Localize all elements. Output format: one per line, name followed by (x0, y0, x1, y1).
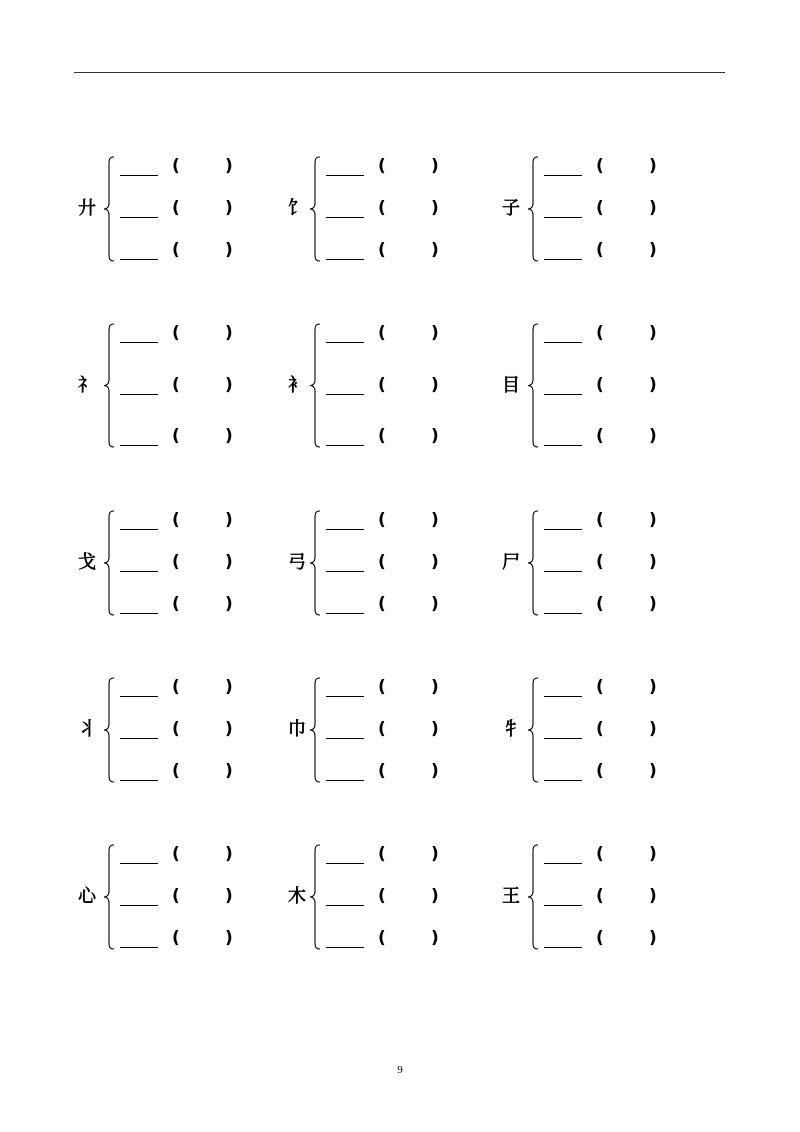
open-parenthesis: ( (596, 677, 604, 697)
radical-group (500, 669, 690, 787)
radical-group (282, 502, 472, 620)
open-parenthesis: ( (172, 552, 180, 572)
open-parenthesis: ( (172, 844, 180, 864)
close-parenthesis: ) (649, 719, 657, 739)
close-parenthesis: ) (649, 198, 657, 218)
close-parenthesis: ) (431, 844, 439, 864)
open-parenthesis: ( (378, 156, 386, 176)
open-parenthesis: ( (596, 323, 604, 343)
open-parenthesis: ( (596, 375, 604, 395)
open-parenthesis: ( (378, 323, 386, 343)
answer-row (544, 377, 684, 397)
close-parenthesis: ) (431, 198, 439, 218)
open-parenthesis: ( (596, 240, 604, 260)
fill-in-blank[interactable] (544, 905, 582, 906)
close-parenthesis: ) (649, 886, 657, 906)
fill-in-blank[interactable] (326, 445, 364, 446)
close-parenthesis: ) (649, 510, 657, 530)
fill-in-blank[interactable] (120, 696, 158, 697)
radical-character: 礻 (78, 374, 96, 396)
fill-in-blank[interactable] (326, 394, 364, 395)
answer-row (544, 846, 684, 866)
answer-row (120, 377, 260, 397)
curly-brace (308, 323, 322, 448)
open-parenthesis: ( (596, 156, 604, 176)
curly-brace (526, 156, 540, 262)
fill-in-blank[interactable] (120, 738, 158, 739)
fill-in-blank[interactable] (544, 342, 582, 343)
open-parenthesis: ( (378, 510, 386, 530)
radical-character: 丬 (78, 719, 96, 740)
close-parenthesis: ) (225, 240, 233, 260)
radical-group (282, 669, 472, 787)
fill-in-blank[interactable] (326, 905, 364, 906)
fill-in-blank[interactable] (544, 947, 582, 948)
fill-in-blank[interactable] (120, 175, 158, 176)
close-parenthesis: ) (649, 594, 657, 614)
open-parenthesis: ( (596, 426, 604, 446)
radical-group (76, 148, 266, 266)
answer-row (544, 158, 684, 178)
answer-row (120, 679, 260, 699)
radical-character: 弓 (288, 552, 306, 573)
answer-row (326, 888, 466, 908)
curly-brace (102, 323, 116, 448)
curly-brace (308, 510, 322, 616)
fill-in-blank[interactable] (326, 571, 364, 572)
answer-row (120, 428, 260, 448)
open-parenthesis: ( (172, 198, 180, 218)
answer-row (544, 200, 684, 220)
fill-in-blank[interactable] (120, 394, 158, 395)
fill-in-blank[interactable] (120, 529, 158, 530)
close-parenthesis: ) (431, 928, 439, 948)
close-parenthesis: ) (649, 426, 657, 446)
answer-row (120, 763, 260, 783)
answer-row (326, 377, 466, 397)
open-parenthesis: ( (596, 552, 604, 572)
answer-row (544, 325, 684, 345)
fill-in-blank[interactable] (326, 780, 364, 781)
open-parenthesis: ( (378, 928, 386, 948)
fill-in-blank[interactable] (326, 217, 364, 218)
fill-in-blank[interactable] (326, 529, 364, 530)
curly-brace (308, 156, 322, 262)
fill-in-blank[interactable] (544, 175, 582, 176)
fill-in-blank[interactable] (544, 738, 582, 739)
radical-character: 目 (502, 374, 520, 396)
close-parenthesis: ) (431, 375, 439, 395)
open-parenthesis: ( (172, 323, 180, 343)
open-parenthesis: ( (172, 426, 180, 446)
fill-in-blank[interactable] (120, 905, 158, 906)
radical-group (76, 502, 266, 620)
answer-row (326, 242, 466, 262)
close-parenthesis: ) (431, 323, 439, 343)
open-parenthesis: ( (596, 844, 604, 864)
radical-character: 尸 (502, 552, 520, 573)
open-parenthesis: ( (172, 677, 180, 697)
close-parenthesis: ) (649, 677, 657, 697)
close-parenthesis: ) (225, 928, 233, 948)
radical-group (500, 836, 690, 954)
answer-row (120, 846, 260, 866)
fill-in-blank[interactable] (120, 863, 158, 864)
radical-character: 戈 (78, 552, 96, 573)
radical-group (282, 836, 472, 954)
answer-row (326, 428, 466, 448)
close-parenthesis: ) (431, 594, 439, 614)
open-parenthesis: ( (378, 426, 386, 446)
fill-in-blank[interactable] (544, 259, 582, 260)
close-parenthesis: ) (649, 761, 657, 781)
radical-character: 牜 (502, 719, 520, 740)
answer-row (120, 721, 260, 741)
fill-in-blank[interactable] (544, 613, 582, 614)
fill-in-blank[interactable] (326, 175, 364, 176)
close-parenthesis: ) (431, 240, 439, 260)
answer-row (326, 596, 466, 616)
fill-in-blank[interactable] (544, 571, 582, 572)
close-parenthesis: ) (649, 928, 657, 948)
open-parenthesis: ( (172, 510, 180, 530)
fill-in-blank[interactable] (544, 445, 582, 446)
answer-row (120, 242, 260, 262)
fill-in-blank[interactable] (120, 342, 158, 343)
header-rule (74, 72, 725, 73)
fill-in-blank[interactable] (326, 259, 364, 260)
answer-row (120, 512, 260, 532)
close-parenthesis: ) (225, 719, 233, 739)
answer-row (120, 200, 260, 220)
close-parenthesis: ) (225, 552, 233, 572)
close-parenthesis: ) (431, 426, 439, 446)
open-parenthesis: ( (378, 719, 386, 739)
fill-in-blank[interactable] (120, 613, 158, 614)
answer-row (120, 596, 260, 616)
page-number: 9 (397, 1064, 403, 1076)
fill-in-blank[interactable] (544, 696, 582, 697)
close-parenthesis: ) (649, 844, 657, 864)
answer-row (544, 888, 684, 908)
open-parenthesis: ( (172, 375, 180, 395)
fill-in-blank[interactable] (544, 863, 582, 864)
close-parenthesis: ) (225, 510, 233, 530)
answer-row (326, 512, 466, 532)
radical-group (500, 148, 690, 266)
radical-character: 巾 (288, 719, 306, 740)
close-parenthesis: ) (431, 761, 439, 781)
close-parenthesis: ) (225, 198, 233, 218)
fill-in-blank[interactable] (326, 738, 364, 739)
open-parenthesis: ( (378, 240, 386, 260)
curly-brace (526, 844, 540, 950)
close-parenthesis: ) (431, 552, 439, 572)
radical-group (282, 148, 472, 266)
answer-row (120, 930, 260, 950)
curly-brace (102, 844, 116, 950)
fill-in-blank[interactable] (544, 394, 582, 395)
fill-in-blank[interactable] (544, 780, 582, 781)
fill-in-blank[interactable] (326, 696, 364, 697)
open-parenthesis: ( (378, 375, 386, 395)
close-parenthesis: ) (649, 552, 657, 572)
open-parenthesis: ( (172, 886, 180, 906)
curly-brace (308, 677, 322, 783)
radical-group (500, 502, 690, 620)
close-parenthesis: ) (649, 375, 657, 395)
curly-brace (102, 510, 116, 616)
answer-row (326, 158, 466, 178)
answer-row (326, 721, 466, 741)
curly-brace (102, 677, 116, 783)
fill-in-blank[interactable] (120, 780, 158, 781)
answer-row (544, 428, 684, 448)
answer-row (120, 554, 260, 574)
answer-row (544, 763, 684, 783)
answer-row (120, 325, 260, 345)
close-parenthesis: ) (225, 323, 233, 343)
answer-row (326, 846, 466, 866)
open-parenthesis: ( (378, 677, 386, 697)
open-parenthesis: ( (596, 928, 604, 948)
radical-group (76, 669, 266, 787)
close-parenthesis: ) (225, 844, 233, 864)
answer-row (326, 679, 466, 699)
open-parenthesis: ( (596, 198, 604, 218)
close-parenthesis: ) (431, 719, 439, 739)
close-parenthesis: ) (431, 677, 439, 697)
open-parenthesis: ( (172, 928, 180, 948)
open-parenthesis: ( (596, 510, 604, 530)
open-parenthesis: ( (596, 594, 604, 614)
radical-character: 廾 (78, 198, 96, 219)
open-parenthesis: ( (378, 761, 386, 781)
close-parenthesis: ) (431, 156, 439, 176)
fill-in-blank[interactable] (326, 863, 364, 864)
radical-group (76, 315, 266, 452)
radical-group (282, 315, 472, 452)
open-parenthesis: ( (378, 552, 386, 572)
radical-group (76, 836, 266, 954)
answer-row (326, 200, 466, 220)
curly-brace (308, 844, 322, 950)
fill-in-blank[interactable] (120, 947, 158, 948)
fill-in-blank[interactable] (326, 342, 364, 343)
open-parenthesis: ( (378, 844, 386, 864)
close-parenthesis: ) (225, 375, 233, 395)
radical-character: 衤 (288, 374, 306, 396)
fill-in-blank[interactable] (120, 445, 158, 446)
answer-row (544, 679, 684, 699)
open-parenthesis: ( (172, 240, 180, 260)
open-parenthesis: ( (596, 719, 604, 739)
fill-in-blank[interactable] (120, 571, 158, 572)
answer-row (326, 554, 466, 574)
fill-in-blank[interactable] (544, 217, 582, 218)
fill-in-blank[interactable] (120, 259, 158, 260)
open-parenthesis: ( (172, 719, 180, 739)
close-parenthesis: ) (649, 323, 657, 343)
close-parenthesis: ) (225, 677, 233, 697)
open-parenthesis: ( (596, 761, 604, 781)
answer-row (120, 888, 260, 908)
fill-in-blank[interactable] (120, 217, 158, 218)
answer-row (544, 554, 684, 574)
curly-brace (526, 677, 540, 783)
curly-brace (526, 510, 540, 616)
radical-character: 饣 (288, 198, 306, 219)
close-parenthesis: ) (431, 886, 439, 906)
radical-character: 子 (502, 198, 520, 219)
answer-row (544, 512, 684, 532)
fill-in-blank[interactable] (326, 613, 364, 614)
radical-group (500, 315, 690, 452)
answer-row (544, 721, 684, 741)
answer-row (326, 763, 466, 783)
open-parenthesis: ( (172, 594, 180, 614)
answer-row (326, 325, 466, 345)
fill-in-blank[interactable] (544, 529, 582, 530)
curly-brace (526, 323, 540, 448)
curly-brace (102, 156, 116, 262)
radical-character: 王 (502, 886, 520, 907)
close-parenthesis: ) (225, 426, 233, 446)
close-parenthesis: ) (649, 156, 657, 176)
answer-row (120, 158, 260, 178)
radical-character: 木 (288, 886, 306, 907)
close-parenthesis: ) (649, 240, 657, 260)
close-parenthesis: ) (225, 886, 233, 906)
close-parenthesis: ) (225, 156, 233, 176)
fill-in-blank[interactable] (326, 947, 364, 948)
open-parenthesis: ( (378, 594, 386, 614)
open-parenthesis: ( (378, 198, 386, 218)
answer-row (544, 242, 684, 262)
close-parenthesis: ) (225, 594, 233, 614)
open-parenthesis: ( (378, 886, 386, 906)
open-parenthesis: ( (172, 761, 180, 781)
close-parenthesis: ) (225, 761, 233, 781)
answer-row (544, 596, 684, 616)
open-parenthesis: ( (596, 886, 604, 906)
open-parenthesis: ( (172, 156, 180, 176)
answer-row (544, 930, 684, 950)
close-parenthesis: ) (431, 510, 439, 530)
answer-row (326, 930, 466, 950)
radical-character: 心 (78, 886, 96, 907)
